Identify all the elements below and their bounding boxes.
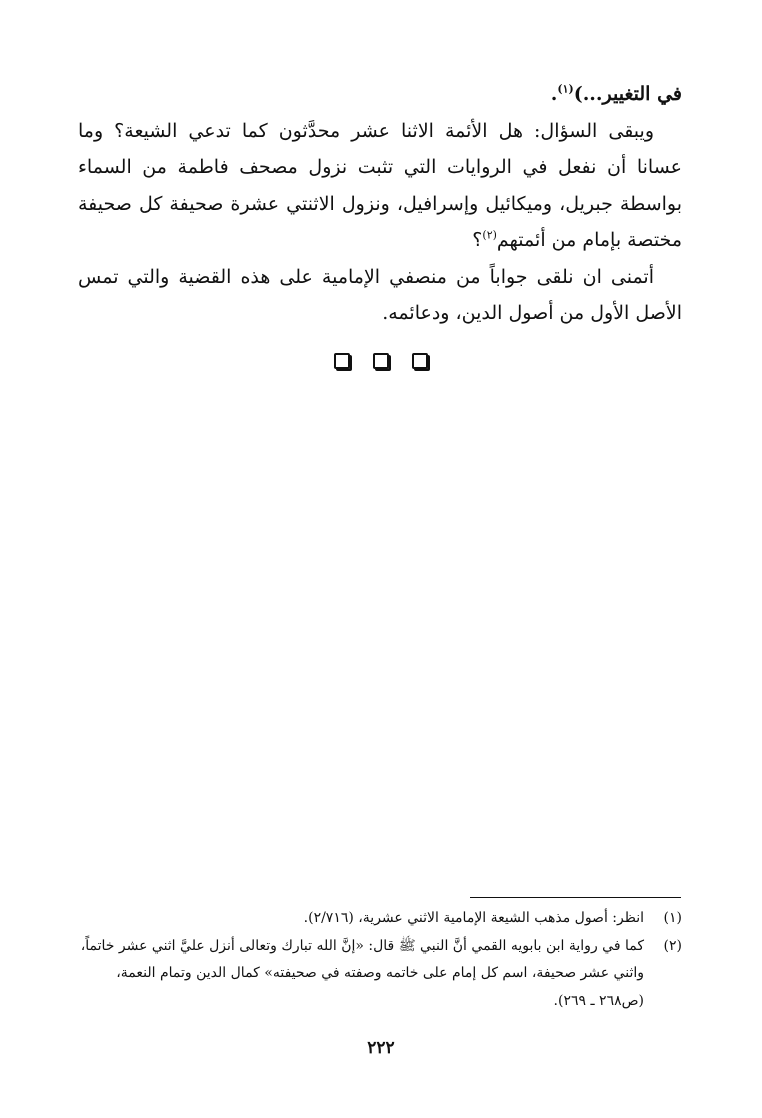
footnote-ref-1: (١) — [557, 82, 574, 96]
footnote-1-number: (١) — [663, 910, 682, 926]
footnote-1 — [78, 905, 682, 933]
square-ornament-icon — [412, 353, 428, 369]
footnote-separator — [470, 897, 681, 898]
footnote-2 — [78, 933, 682, 1016]
paragraph-2 — [78, 113, 682, 259]
paragraph-1-text: في التغيير...) — [573, 83, 682, 105]
page-number: ٢٢٢ — [367, 1038, 395, 1058]
footnotes — [78, 905, 682, 1015]
footnote-ref-2: (٢) — [482, 228, 497, 242]
paragraph-2-text: ويبقى السؤال: هل الأئمة الاثنا عشر محدَّثون كما تدعي الشيعة؟ وما عسانا أن نفعل في الروايات التي تثبت نزول مصحف فاطمة من السماء بواسطة جبريل، وميكائيل وإسرافيل، ونزول الاثنتي عشرة صحيفة كل صحيفة مختصة بإمام من أئمتهم — [78, 119, 682, 251]
section-divider — [0, 353, 762, 373]
paragraph-3: أتمنى ان نلقى جواباً من منصفي الإمامية على هذه القضية والتي تمس الأصل الأول من أصول الدين، ودعائمه. — [78, 265, 682, 324]
footnote-2-text: كما في رواية ابن بابويه القمي أنَّ النبي ﷺ قال: «إنَّ الله تبارك وتعالى أنزل عليَّ اثني عشر خاتماً، واثني عشر صحيفة، اسم كل إمام على خاتمه وصفته في صحيفته» كمال الدين وتمام النعمة، (ص٢٦٨ ـ ٢٦٩). — [80, 937, 644, 1009]
footnote-1-text: انظر: أصول مذهب الشيعة الإمامية الاثني عشرية، (٢/٧١٦). — [303, 910, 644, 926]
paragraph-2-end: ؟ — [472, 229, 483, 251]
paragraph-1 — [78, 76, 682, 113]
main-text — [78, 76, 682, 332]
square-ornament-icon — [373, 353, 389, 369]
footnote-2-number: (٢) — [663, 937, 682, 954]
square-ornament-icon — [334, 353, 350, 369]
paragraph-1-end: . — [550, 83, 558, 105]
